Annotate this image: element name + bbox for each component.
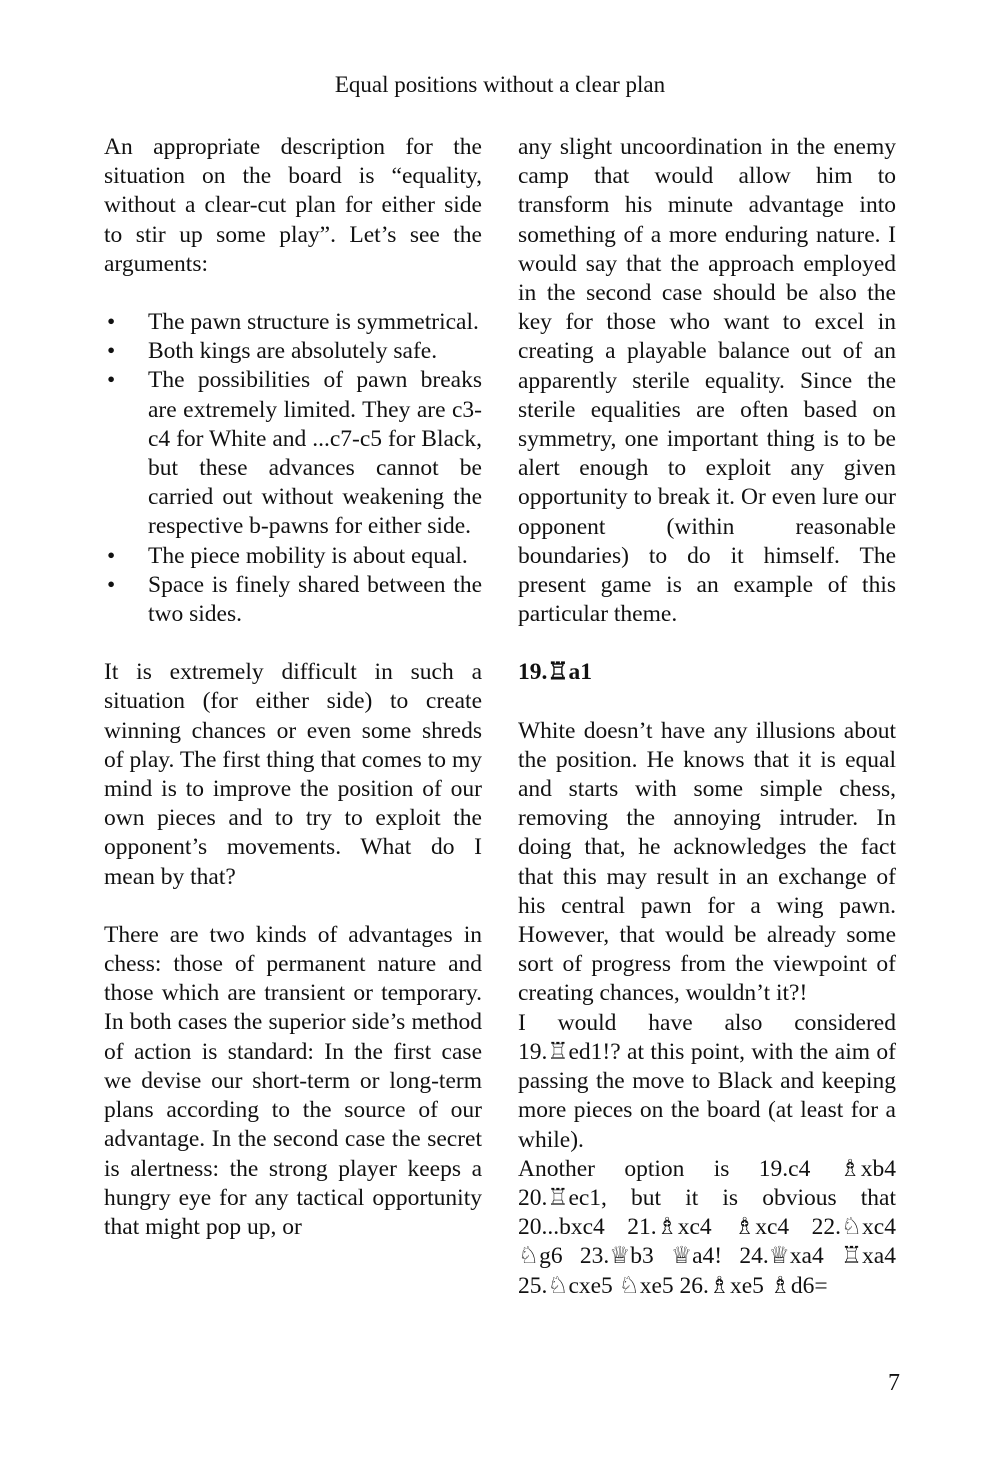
list-item: • Both kings are absolutely safe.: [104, 337, 482, 366]
right-column: [518, 133, 896, 1301]
intro-paragraph: An appropriate description for the situation on the board is “equality, without a clear-cut plan for either side to stir up some play”. Let’s see the arguments:: [104, 134, 482, 277]
body-paragraph: There are two kinds of advantages in chess: those of permanent nature and those which are transient or temporary. In both cases the superior side’s method of action is standard: In the first case we devise our short-term or long-term plans according to the source of our advantage. In the second case the secret is alertness: the strong player keeps a hungry eye for any tactical opportunity that might pop up, or: [104, 921, 482, 1240]
body-paragraph: It is extremely difficult in such a situation (for either side) to create winning chances or even some shreds of play. The first thing that comes to my mind is to improve the position of our own pieces and to try to exploit the opponent’s movements. What do I mean by that?: [104, 659, 482, 890]
running-header: Equal positions without a clear plan: [334, 72, 666, 97]
body-paragraph: Another option is 19.c4 ♗xb4 20.♖ec1, but it is obvious that 20...bxc4 21.♗xc4 ♗xc4 22.♘xc4 ♘g6 23.♕b3 ♕a4! 24.♕xa4 ♖xa4 25.♘cxe5 ♘xe5 26.♗xe5 ♗d6=: [518, 1155, 896, 1299]
left-column: [104, 133, 482, 1242]
bullet-icon: •: [107, 338, 116, 365]
bullet-icon: •: [107, 367, 116, 394]
page-number: 7: [888, 1370, 900, 1396]
list-item: • The possibilities of pawn breaks are extremely limited. They are c3-c4 for White and ...c7-c5 for Black, but these advances cannot be carried out without weakening the respective b-pawns for either side.: [107, 367, 482, 540]
body-paragraph: I would have also considered 19.♖ed1!? at this point, with the aim of passing the move to Black and keeping more pieces on the board (at least for a while).: [518, 1009, 896, 1153]
list-item: • Space is finely shared between the two sides.: [107, 571, 482, 628]
body-paragraph: any slight uncoordination in the enemy camp that would allow him to transform his minute advantage into something of a more enduring nature. I would say that the approach employed in the second case should be also the key for those who want to excel in creating a playable balance out of an apparently sterile equality. Since the sterile equalities are often based on symmetry, one important thing is to be alert enough to exploit any given opportunity to break it. Or even lure our opponent (within reasonable boundaries) to do it himself. The present game is an example of this particular theme.: [518, 134, 896, 628]
move-heading: 19.♖a1: [518, 659, 592, 686]
list-item: • The pawn structure is symmetrical.: [104, 308, 482, 337]
bullet-icon: •: [107, 571, 116, 598]
argument-list: [104, 308, 482, 629]
bullet-icon: •: [107, 542, 116, 569]
bullet-icon: •: [107, 309, 116, 336]
body-paragraph: White doesn’t have any illusions about the position. He knows that it is equal and starts with some simple chess, removing the annoying intruder. In doing that, he acknowledges the fact that this may result in an exchange of his central pawn for a wing pawn. However, that would be already some sort of progress from the viewpoint of creating chances, wouldn’t it?!: [518, 717, 896, 1007]
list-item: • The piece mobility is about equal.: [104, 542, 482, 571]
